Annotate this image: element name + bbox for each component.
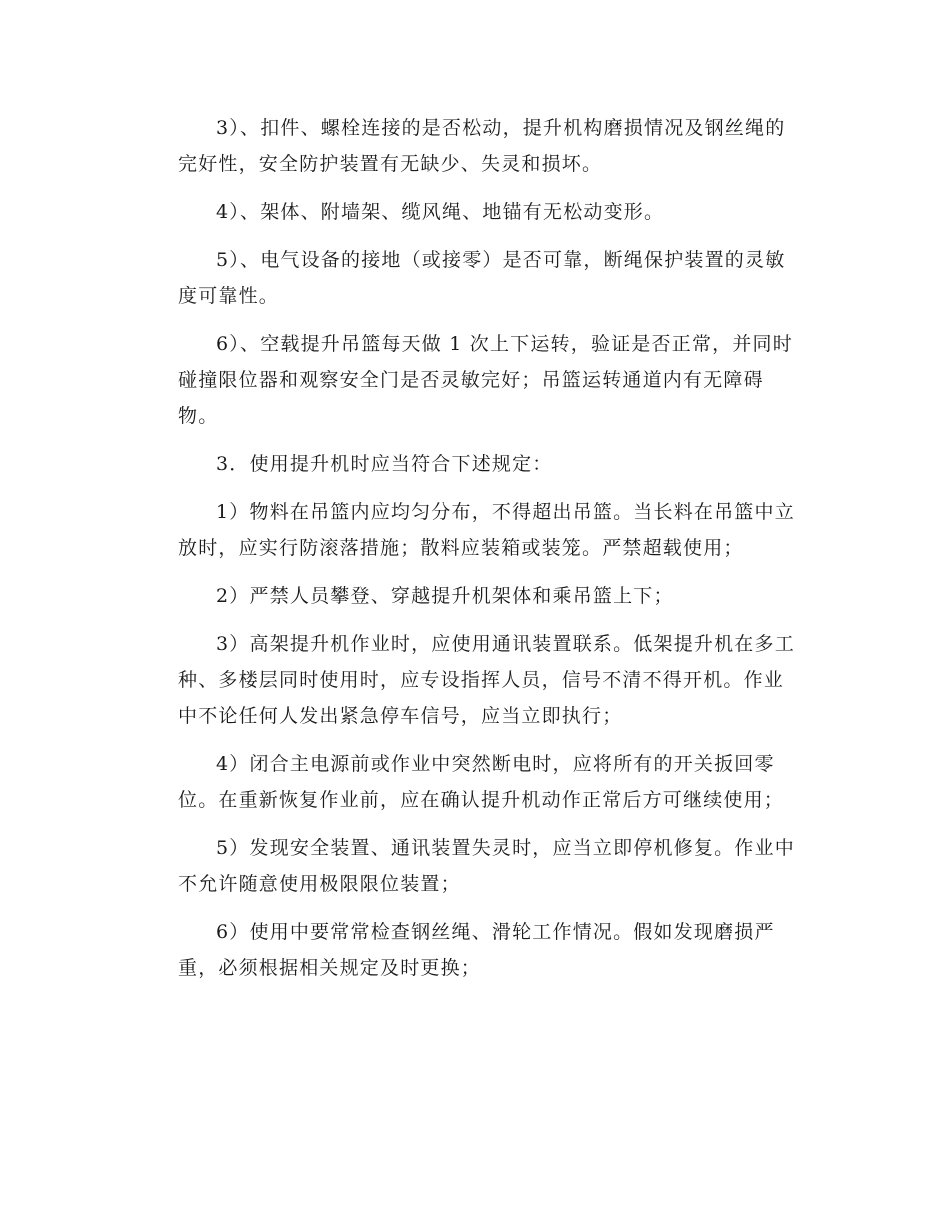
paragraph-line: 5）发现安全装置、通讯装置失灵时，应当立即停机修复。作业中 <box>216 837 795 859</box>
paragraph-line: 重，必须根据相关规定及时更换； <box>178 957 482 979</box>
paragraph-item-4-frame-anchors <box>140 194 810 230</box>
paragraph-line: 4）闭合主电源前或作业中突然断电时，应将所有的开关扳回零 <box>216 753 775 775</box>
paragraph-rule-6-wire-rope-check <box>140 914 810 986</box>
paragraph-line: 碰撞限位器和观察安全门是否灵敏完好；吊篮运转通道内有无障碍 <box>178 369 764 391</box>
paragraph-line: 完好性，安全防护装置有无缺少、失灵和损坏。 <box>178 153 603 175</box>
paragraph-line: 2）严禁人员攀登、穿越提升机架体和乘吊篮上下； <box>216 585 674 607</box>
paragraph-rule-2-no-climbing <box>140 578 810 614</box>
paragraph-line: 3）高架提升机作业时，应使用通讯装置联系。低架提升机在多工 <box>216 633 795 655</box>
paragraph-line: 中不论任何人发出紧急停车信号，应当立即执行； <box>178 705 623 727</box>
paragraph-rule-5-safety-devices <box>140 830 810 902</box>
paragraph-line: 6）、空载提升吊篮每天做 1 次上下运转，验证是否正常，并同时 <box>216 333 793 355</box>
paragraph-line: 5）、电气设备的接地（或接零）是否可靠，断绳保护装置的灵敏 <box>216 249 786 271</box>
paragraph-item-3-inspection-fasteners <box>140 110 810 182</box>
paragraph-line: 不允许随意使用极限限位装置； <box>178 873 461 895</box>
paragraph-line: 1）物料在吊篮内应均匀分布，不得超出吊篮。当长料在吊篮中立 <box>216 501 795 523</box>
paragraph-rule-3-communication <box>140 626 810 734</box>
paragraph-line: 3．使用提升机时应当符合下述规定： <box>216 453 553 475</box>
paragraph-line: 物。 <box>178 405 219 427</box>
section-heading-usage-rules <box>140 446 810 482</box>
paragraph-line: 6）使用中要常常检查钢丝绳、滑轮工作情况。假如发现磨损严 <box>216 921 775 943</box>
paragraph-rule-1-material-load <box>140 494 810 566</box>
paragraph-line: 种、多楼层同时使用时，应专设指挥人员，信号不清不得开机。作业 <box>178 669 785 691</box>
paragraph-line: 3）、扣件、螺栓连接的是否松动，提升机构磨损情况及钢丝绳的 <box>216 117 786 139</box>
paragraph-rule-4-power-off <box>140 746 810 818</box>
paragraph-item-6-no-load-test <box>140 326 810 434</box>
paragraph-line: 放时，应实行防滚落措施；散料应装箱或装笼。严禁超载使用； <box>178 537 744 559</box>
paragraph-item-5-grounding <box>140 242 810 314</box>
paragraph-line: 4）、架体、附墙架、缆风绳、地锚有无松动变形。 <box>216 201 665 223</box>
paragraph-line: 度可靠性。 <box>178 285 280 307</box>
paragraph-line: 位。在重新恢复作业前，应在确认提升机动作正常后方可继续使用； <box>178 789 785 811</box>
document-body <box>140 110 810 998</box>
